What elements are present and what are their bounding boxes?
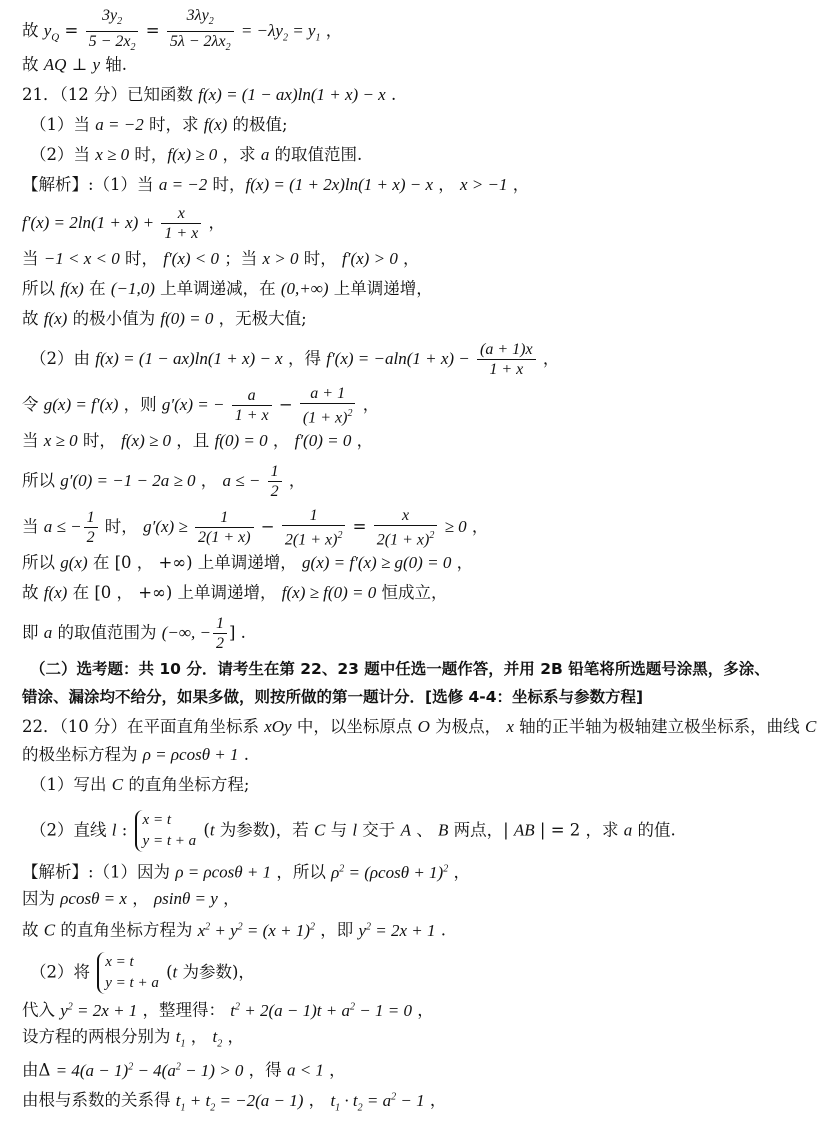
derivative-line: f′(x) = 2ln(1 + x) + $\frac{x}{1 + x}$ ，: [22, 205, 225, 242]
problem-22-part1: （1）写出 C 的直角坐标方程;: [30, 775, 250, 794]
g-definition: 令 g(x) = f′(x) ，则 g′(x) = − $\frac{a}{1 + x}$ − $\frac{a + 1}{(1 + x)^2}$ ，: [22, 385, 380, 427]
condition-line: 当 x ≥ 0 时， f(x) ≥ 0 ，且 f(0) = 0 ， f′(0) = 0 ，: [22, 431, 374, 450]
discriminant-line: 由$\Delta = 4(a - 1)^2 - 4(a^2 - 1) > 0$ ，得 a < 1 ，: [22, 1060, 346, 1080]
elective-instructions-1: （二）选考题：共 10 分．请考生在第 22、23 题中任选一题作答，并用 2B 铅笔将所选题号涂黑，多涂、: [30, 660, 770, 678]
problem-22-polar-eq: 的极坐标方程为 ρ = ρcosθ + 1 .: [22, 745, 250, 764]
sufficiency-line: 当 a ≤ − $\frac{1}{2}$ 时， g′(x) ≥ $\frac{1}{2(1 + x)}$ − $\frac{1}{2(1 + x)^2}$ = $\frac{x}{2(1 + x)^2}$ ≥ 0 ，: [22, 507, 489, 549]
polar-conversion: 因为 ρcosθ = x ， ρsinθ = y ，: [22, 889, 240, 908]
conclusion-yq: 故 $y_Q$ = $\frac{3y_2}{5 - 2x_2}$ = $\frac{3\lambda y_2}{5\lambda - 2\lambda x_2}$ = $-\lambda y_2 = y_1$ ，: [22, 7, 343, 54]
problem-22-part2: （2）直线 l : x = t y = t + a (t 为参数)，若 C 与 l 交于 A 、 B 两点，| AB | = 2 ，求 a 的值.: [30, 810, 810, 852]
substitution-intro: （2）将 x = t y = t + a (t 为参数)，: [30, 952, 810, 994]
problem-21-part2: （2）当 x ≥ 0 时，f(x) ≥ 0 ，求 a 的取值范围.: [30, 145, 363, 164]
problem-22-statement: 22．（10 分）在平面直角坐标系 xOy 中，以坐标原点 O 为极点， x 轴的正半轴为极轴建立极坐标系，曲线 C: [22, 717, 817, 736]
quadratic-line: 代入 $y^2 = 2x + 1$ ，整理得： $t^2 + 2(a - 1)t + a^2 - 1 = 0$ ，: [22, 1000, 434, 1020]
vieta-line: 由根与系数的关系得 $t_1 + t_2 = -2(a - 1)$ ， $t_1 \cdot t_2 = a^2 - 1$ ，: [22, 1090, 447, 1114]
sign-analysis: 当 −1 < x < 0 时， f′(x) < 0 ；当 x > 0 时， f′(x) > 0 ，: [22, 249, 420, 268]
part2-derivative: （2）由 f(x) = (1 − ax)ln(1 + x) − x ，得 f′(x) = −aln(1 + x) − $\frac{(a + 1)x}{1 + x}$ ，: [30, 341, 560, 378]
range-answer: 即 a 的取值范围为 (−∞, − $\frac{1}{2}$ ] .: [22, 615, 246, 652]
problem-21-statement: 21．（12 分）已知函数 f(x) = (1 − ax)ln(1 + x) − x .: [22, 85, 397, 104]
cartesian-equation: 故 C 的直角坐标方程为 $x^2 + y^2 = (x + 1)^2$ ，即 $y^2 = 2x + 1$ .: [22, 920, 447, 940]
problem-21-part1: （1）当 a = −2 时，求 f(x) 的极值;: [30, 115, 288, 134]
solution-22-heading: 【解析】:（1）因为 ρ = ρcosθ + 1 ，所以 $\rho^2 = (\rho\cos\theta + 1)^2$ ，: [22, 862, 470, 882]
solution-21-heading: 【解析】:（1）当 a = −2 时，f(x) = (1 + 2x)ln(1 + x) − x ， x > −1 ，: [22, 175, 530, 194]
roots-line: 设方程的两根分别为 $t_1$ ， $t_2$ ，: [22, 1027, 244, 1050]
extremum-line: 故 f(x) 的极小值为 f(0) = 0 ，无极大值;: [22, 309, 307, 328]
elective-instructions-2: 错涂、漏涂均不给分，如果多做，则按所做的第一题计分．[选修 4-4：坐标系与参数方程]: [22, 688, 644, 706]
conclusion-perp: 故 AQ ⊥ y 轴.: [22, 55, 127, 74]
f-increasing: 故 f(x) 在 [0 ， +∞) 上单调递增， f(x) ≥ f(0) = 0 恒成立，: [22, 583, 448, 602]
g-increasing: 所以 g(x) 在 [0 ， +∞) 上单调递增， g(x) = f′(x) ≥ g(0) = 0 ，: [22, 553, 474, 572]
monotonic-line: 所以 f(x) 在 (−1,0) 上单调递减，在 (0,+∞) 上单调递增，: [22, 279, 433, 298]
necessary-condition: 所以 g′(0) = −1 − 2a ≥ 0 ， a ≤ − $\frac{1}{2}$ ，: [22, 463, 306, 500]
